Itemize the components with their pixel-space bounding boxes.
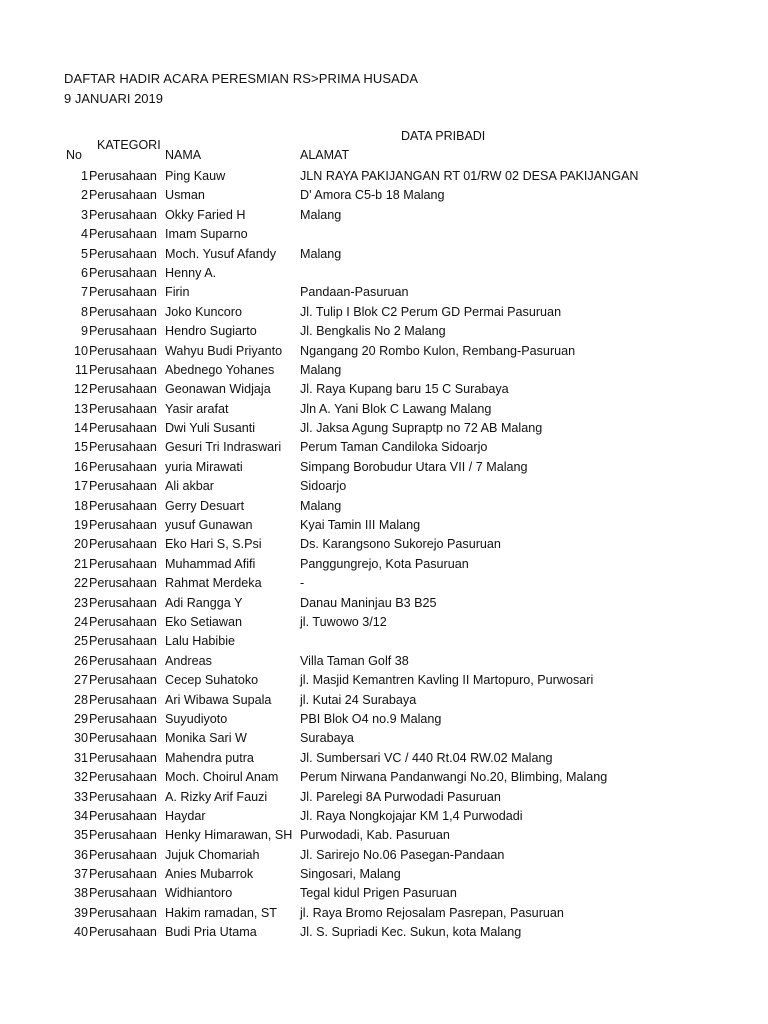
row-kategori: Perusahaan — [89, 343, 157, 358]
row-kategori: Perusahaan — [89, 440, 157, 455]
table-row — [0, 477, 768, 496]
row-nama: Hendro Sugiarto — [165, 324, 257, 339]
row-alamat: Jl. Sumbersari VC / 440 Rt.04 RW.02 Malang — [300, 750, 553, 765]
row-nama: Gesuri Tri Indraswari — [165, 440, 282, 455]
row-nama: Widhiantoro — [165, 886, 233, 901]
table-row — [0, 594, 768, 613]
row-kategori: Perusahaan — [89, 382, 157, 397]
row-alamat: Jl. Raya Nongkojajar KM 1,4 Purwodadi — [300, 808, 523, 823]
row-kategori: Perusahaan — [89, 614, 157, 629]
table-row — [0, 186, 768, 205]
table-row — [0, 671, 768, 690]
row-alamat: Jl. Sarirejo No.06 Pasegan-Pandaan — [300, 847, 505, 862]
row-kategori: Perusahaan — [89, 207, 157, 222]
row-alamat: Jl. Raya Kupang baru 15 C Surabaya — [300, 382, 509, 397]
row-kategori: Perusahaan — [89, 518, 157, 533]
row-number: 5 — [80, 246, 88, 261]
row-number: 14 — [73, 421, 88, 436]
row-alamat: Malang — [300, 362, 342, 377]
row-nama: Wahyu Budi Priyanto — [165, 343, 283, 358]
row-number: 2 — [80, 188, 88, 203]
row-alamat: Villa Taman Golf 38 — [300, 653, 409, 668]
table-row — [0, 322, 768, 341]
row-alamat: Purwodadi, Kab. Pasuruan — [300, 828, 450, 843]
row-number: 12 — [73, 382, 88, 397]
table-row — [0, 788, 768, 807]
row-nama: Henny A. — [165, 265, 217, 280]
document-date: 9 JANUARI 2019 — [64, 91, 163, 106]
row-alamat: Jl. Jaksa Agung Supraptp no 72 AB Malang — [300, 421, 543, 436]
row-nama: Hakim ramadan, ST — [165, 905, 277, 920]
table-row — [0, 167, 768, 186]
row-alamat: Ngangang 20 Rombo Kulon, Rembang-Pasuruan — [300, 343, 576, 358]
row-nama: Moch. Yusuf Afandy — [165, 246, 277, 261]
row-number: 1 — [80, 169, 88, 183]
row-number: 27 — [73, 673, 88, 688]
row-number: 3 — [80, 207, 88, 222]
attendance-table — [0, 167, 768, 943]
table-row — [0, 904, 768, 923]
row-nama: Yasir arafat — [165, 401, 229, 416]
row-alamat: PBI Blok O4 no.9 Malang — [300, 711, 442, 726]
row-alamat: jl. Masjid Kemantren Kavling II Martopuro, Purwosari — [300, 673, 594, 688]
row-nama: Eko Setiawan — [165, 614, 243, 629]
row-alamat: Perum Taman Candiloka Sidoarjo — [300, 440, 488, 455]
table-row — [0, 865, 768, 884]
table-row — [0, 245, 768, 264]
row-alamat: Perum Nirwana Pandanwangi No.20, Blimbing, Malang — [300, 770, 608, 785]
row-number: 34 — [73, 808, 88, 823]
row-alamat: jl. Raya Bromo Rejosalam Pasrepan, Pasuruan — [300, 905, 564, 920]
row-number: 28 — [73, 692, 88, 707]
row-number: 25 — [73, 634, 88, 649]
row-alamat: Singosari, Malang — [300, 867, 401, 882]
row-nama: Anies Mubarrok — [165, 867, 254, 882]
row-kategori: Perusahaan — [89, 750, 157, 765]
row-number: 13 — [73, 401, 88, 416]
row-number: 35 — [73, 828, 88, 843]
row-number: 10 — [73, 343, 88, 358]
table-row — [0, 361, 768, 380]
table-row — [0, 691, 768, 710]
row-nama: yusuf Gunawan — [165, 518, 253, 533]
table-row — [0, 768, 768, 787]
table-row — [0, 516, 768, 535]
row-alamat: Pandaan-Pasuruan — [300, 285, 409, 300]
row-kategori: Perusahaan — [89, 537, 157, 552]
row-nama: Andreas — [165, 653, 212, 668]
row-nama: Moch. Choirul Anam — [165, 770, 279, 785]
row-nama: A. Rizky Arif Fauzi — [165, 789, 268, 804]
row-nama: Lalu Habibie — [165, 634, 236, 649]
row-number: 17 — [73, 479, 88, 494]
row-alamat: Malang — [300, 246, 342, 261]
row-nama: Budi Pria Utama — [165, 925, 257, 940]
row-alamat: jl. Tuwowo 3/12 — [300, 614, 387, 629]
row-kategori: Perusahaan — [89, 498, 157, 513]
row-nama: Imam Suparno — [165, 227, 248, 242]
row-kategori: Perusahaan — [89, 188, 157, 203]
header-data-pribadi: DATA PRIBADI — [401, 129, 486, 143]
table-row — [0, 555, 768, 574]
row-kategori: Perusahaan — [89, 576, 157, 591]
row-kategori: Perusahaan — [89, 692, 157, 707]
table-row — [0, 342, 768, 361]
row-alamat: JLN RAYA PAKIJANGAN RT 01/RW 02 DESA PAKIJANGAN — [300, 169, 639, 183]
table-row — [0, 497, 768, 516]
row-nama: Ping Kauw — [165, 169, 226, 183]
row-number: 11 — [74, 362, 88, 377]
row-kategori: Perusahaan — [89, 304, 157, 319]
row-nama: Usman — [165, 188, 205, 203]
row-kategori: Perusahaan — [89, 246, 157, 261]
row-nama: Henky Himarawan, SH — [165, 828, 293, 843]
row-alamat: Surabaya — [300, 731, 354, 746]
row-number: 30 — [73, 731, 88, 746]
row-nama: Adi Rangga Y — [165, 595, 243, 610]
row-nama: yuria Mirawati — [165, 459, 243, 474]
row-number: 33 — [73, 789, 88, 804]
row-alamat: Jl. Parelegi 8A Purwodadi Pasuruan — [300, 789, 501, 804]
row-alamat: Panggungrejo, Kota Pasuruan — [300, 556, 469, 571]
table-row — [0, 826, 768, 845]
row-kategori: Perusahaan — [89, 653, 157, 668]
row-number: 7 — [80, 285, 88, 300]
row-number: 19 — [73, 518, 88, 533]
row-number: 37 — [73, 867, 88, 882]
row-alamat: Malang — [300, 498, 342, 513]
row-alamat: Jl. Bengkalis No 2 Malang — [300, 324, 446, 339]
table-row — [0, 749, 768, 768]
row-kategori: Perusahaan — [89, 324, 157, 339]
row-nama: Jujuk Chomariah — [165, 847, 260, 862]
row-nama: Geonawan Widjaja — [165, 382, 271, 397]
row-kategori: Perusahaan — [89, 711, 157, 726]
row-nama: Abednego Yohanes — [165, 362, 275, 377]
row-number: 26 — [73, 653, 88, 668]
row-alamat: Kyai Tamin III Malang — [300, 518, 421, 533]
row-alamat: jl. Kutai 24 Surabaya — [300, 692, 417, 707]
row-number: 32 — [73, 770, 88, 785]
row-kategori: Perusahaan — [89, 634, 157, 649]
row-kategori: Perusahaan — [89, 479, 157, 494]
row-number: 18 — [73, 498, 88, 513]
table-row — [0, 303, 768, 322]
row-number: 21 — [73, 556, 88, 571]
table-row — [0, 419, 768, 438]
row-alamat: Sidoarjo — [300, 479, 347, 494]
table-row — [0, 652, 768, 671]
header-no: No — [66, 148, 82, 162]
row-number: 38 — [73, 886, 88, 901]
row-nama: Dwi Yuli Susanti — [165, 421, 256, 436]
table-row — [0, 923, 768, 942]
row-number: 6 — [80, 265, 88, 280]
row-kategori: Perusahaan — [89, 227, 157, 242]
row-number: 20 — [73, 537, 88, 552]
table-row — [0, 458, 768, 477]
row-kategori: Perusahaan — [89, 556, 157, 571]
table-row — [0, 807, 768, 826]
table-row — [0, 283, 768, 302]
table-row — [0, 574, 768, 593]
row-kategori: Perusahaan — [89, 886, 157, 901]
row-nama: Muhammad Afifi — [165, 556, 256, 571]
row-number: 8 — [80, 304, 88, 319]
table-row — [0, 884, 768, 903]
row-nama: Suyudiyoto — [165, 711, 228, 726]
row-alamat: Tegal kidul Prigen Pasuruan — [300, 886, 457, 901]
row-kategori: Perusahaan — [89, 770, 157, 785]
row-alamat: Malang — [300, 207, 342, 222]
row-kategori: Perusahaan — [89, 905, 157, 920]
row-kategori: Perusahaan — [89, 285, 157, 300]
row-nama: Monika Sari W — [165, 731, 247, 746]
row-nama: Haydar — [165, 808, 206, 823]
row-alamat: Jl. S. Supriadi Kec. Sukun, kota Malang — [300, 925, 522, 940]
row-kategori: Perusahaan — [89, 421, 157, 436]
document-title: DAFTAR HADIR ACARA PERESMIAN RS>PRIMA HUSADA — [64, 71, 419, 86]
row-nama: Okky Faried H — [165, 207, 246, 222]
row-nama: Cecep Suhatoko — [165, 673, 259, 688]
row-nama: Rahmat Merdeka — [165, 576, 262, 591]
row-alamat: Ds. Karangsono Sukorejo Pasuruan — [300, 537, 501, 552]
row-alamat: Jln A. Yani Blok C Lawang Malang — [300, 401, 492, 416]
row-alamat: Simpang Borobudur Utara VII / 7 Malang — [300, 459, 528, 474]
table-row — [0, 225, 768, 244]
row-kategori: Perusahaan — [89, 808, 157, 823]
row-kategori: Perusahaan — [89, 867, 157, 882]
header-nama: NAMA — [165, 148, 202, 162]
row-number: 22 — [73, 576, 88, 591]
row-number: 29 — [73, 711, 88, 726]
row-number: 23 — [73, 595, 88, 610]
table-row — [0, 400, 768, 419]
row-kategori: Perusahaan — [89, 789, 157, 804]
table-row — [0, 535, 768, 554]
row-kategori: Perusahaan — [89, 459, 157, 474]
header-alamat: ALAMAT — [300, 148, 350, 162]
row-nama: Gerry Desuart — [165, 498, 245, 513]
row-alamat: Jl. Tulip I Blok C2 Perum GD Permai Pasuruan — [300, 304, 562, 319]
table-row — [0, 206, 768, 225]
row-number: 15 — [73, 440, 88, 455]
row-kategori: Perusahaan — [89, 595, 157, 610]
table-row — [0, 846, 768, 865]
row-number: 24 — [73, 614, 88, 629]
row-alamat: Danau Maninjau B3 B25 — [300, 595, 437, 610]
row-nama: Joko Kuncoro — [165, 304, 243, 319]
row-number: 9 — [80, 324, 88, 339]
row-nama: Mahendra putra — [165, 750, 254, 765]
row-kategori: Perusahaan — [89, 673, 157, 688]
row-kategori: Perusahaan — [89, 401, 157, 416]
row-number: 4 — [80, 227, 88, 242]
row-number: 16 — [73, 459, 88, 474]
row-kategori: Perusahaan — [89, 828, 157, 843]
row-kategori: Perusahaan — [89, 925, 157, 940]
header-kategori: KATEGORI — [97, 138, 161, 152]
row-kategori: Perusahaan — [89, 847, 157, 862]
table-row — [0, 264, 768, 283]
table-row — [0, 613, 768, 632]
row-nama: Firin — [165, 285, 190, 300]
table-row — [0, 729, 768, 748]
row-number: 31 — [73, 750, 88, 765]
table-row — [0, 632, 768, 651]
table-row — [0, 710, 768, 729]
row-nama: Ari Wibawa Supala — [165, 692, 272, 707]
row-alamat: - — [300, 576, 305, 591]
row-number: 36 — [73, 847, 88, 862]
row-number: 39 — [73, 905, 88, 920]
row-kategori: Perusahaan — [89, 362, 157, 377]
row-number: 40 — [73, 925, 88, 940]
table-row — [0, 438, 768, 457]
row-nama: Ali akbar — [165, 479, 214, 494]
table-row — [0, 380, 768, 399]
row-kategori: Perusahaan — [89, 731, 157, 746]
row-kategori: Perusahaan — [89, 169, 157, 183]
row-alamat: D' Amora C5-b 18 Malang — [300, 188, 445, 203]
row-kategori: Perusahaan — [89, 265, 157, 280]
row-nama: Eko Hari S, S.Psi — [165, 537, 262, 552]
